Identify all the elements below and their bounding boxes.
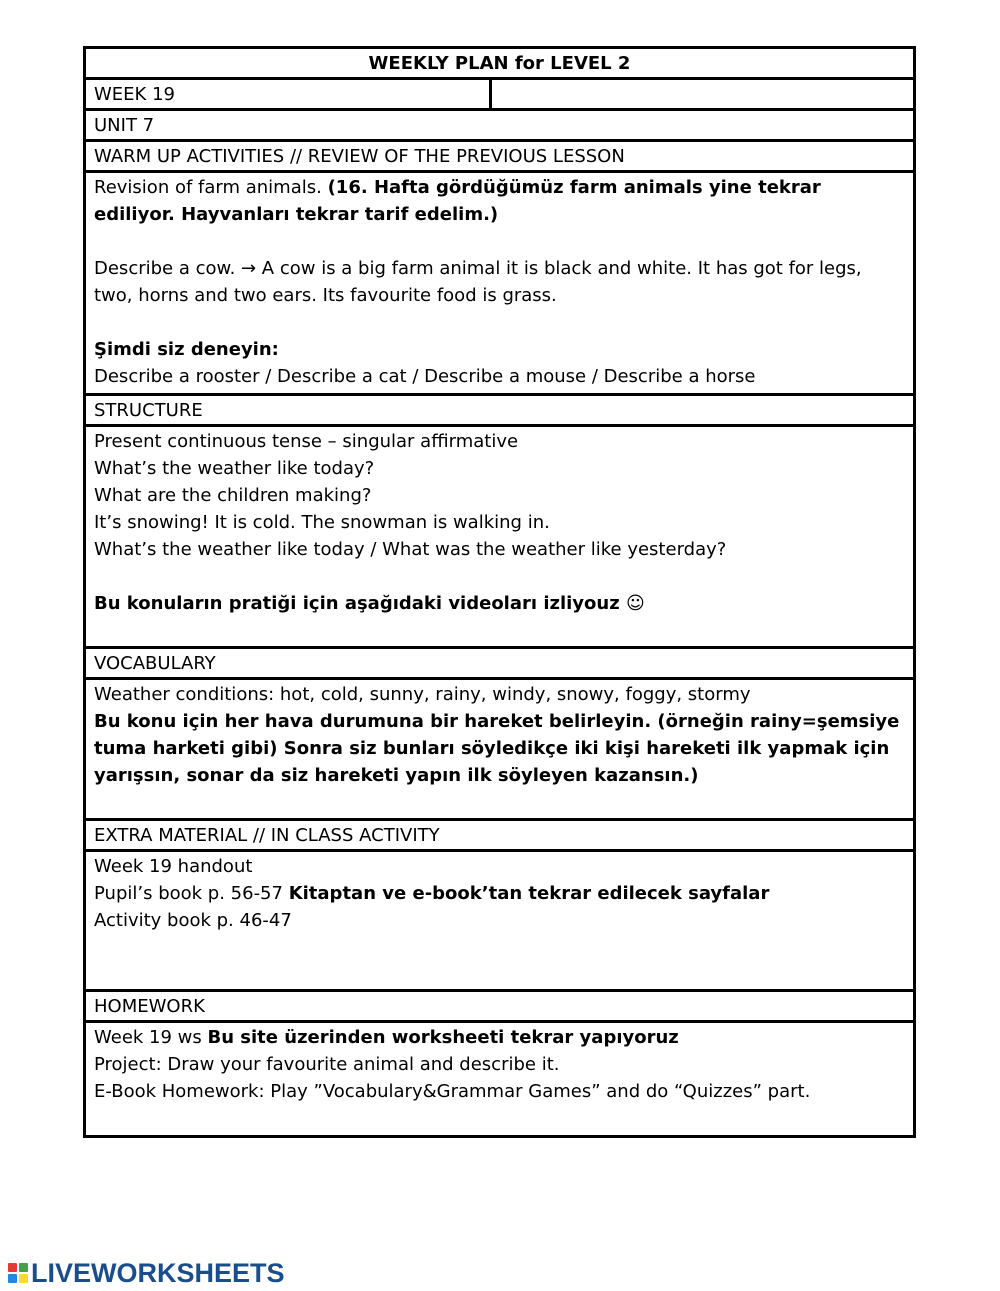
warmup-describe: Describe a cow. → A cow is a big farm animal it is black and white. It has got for legs, two, horns and two ears. Its favourite food is grass. — [94, 258, 862, 306]
extra-activity-book: Activity book p. 46-47 — [94, 910, 292, 931]
warmup-header: WARM UP ACTIVITIES // REVIEW OF THE PREVIOUS LESSON — [86, 142, 913, 173]
structure-header: STRUCTURE — [86, 396, 913, 427]
extra-content — [86, 852, 913, 992]
structure-line: It’s snowing! It is cold. The snowman is walking in. — [94, 512, 550, 533]
plan-title: WEEKLY PLAN for LEVEL 2 — [86, 49, 913, 80]
structure-line: Present continuous tense – singular affirmative — [94, 431, 519, 452]
extra-pupils-note: Kitaptan ve e-book’tan tekrar edilecek sayfalar — [288, 883, 770, 904]
homework-ws — [94, 1024, 905, 1051]
extra-handout: Week 19 handout — [94, 856, 253, 877]
vocabulary-content — [86, 680, 913, 821]
week-row — [86, 80, 913, 111]
structure-line: What’s the weather like today? — [94, 458, 375, 479]
vocabulary-line: Weather conditions: hot, cold, sunny, rainy, windy, snowy, foggy, stormy — [94, 684, 751, 705]
homework-ws-text: Week 19 ws — [94, 1027, 208, 1048]
warmup-revision-note: (16. Hafta gördüğümüz farm animals yine tekrar ediliyor. Hayvanları tekrar tarif edelim.) — [94, 177, 821, 225]
homework-content — [86, 1023, 913, 1135]
vocabulary-header: VOCABULARY — [86, 649, 913, 680]
warmup-revision — [94, 174, 905, 228]
warmup-revision-text: Revision of farm animals. — [94, 177, 328, 198]
liveworksheets-icon — [8, 1263, 28, 1283]
extra-pupils-text: Pupil’s book p. 56-57 — [94, 883, 289, 904]
structure-line: What are the children making? — [94, 485, 372, 506]
weekly-plan-table — [83, 46, 916, 1138]
warmup-try-items: Describe a rooster / Describe a cat / Describe a mouse / Describe a horse — [94, 366, 756, 387]
week-label: WEEK 19 — [86, 80, 492, 108]
vocabulary-note: Bu konu için her hava durumuna bir hareket belirleyin. (örneğin rainy=şemsiye tuma harketi gibi) Sonra siz bunları söyledikçe iki kişi hareketi ilk yapmak için yarışsın, sonar da siz hareketi yapın ilk söyleyen kazansın.) — [94, 711, 900, 786]
structure-content — [86, 427, 913, 649]
homework-header: HOMEWORK — [86, 992, 913, 1023]
structure-line: What’s the weather like today / What was the weather like yesterday? — [94, 539, 727, 560]
liveworksheets-logo[interactable] — [8, 1258, 285, 1288]
warmup-try-label: Şimdi siz deneyin: — [94, 339, 279, 360]
homework-project: Project: Draw your favourite animal and describe it. — [94, 1054, 560, 1075]
homework-ws-note: Bu site üzerinden worksheeti tekrar yapıyoruz — [207, 1027, 679, 1048]
week-empty-cell — [492, 80, 913, 108]
structure-note: Bu konuların pratiği için aşağıdaki videoları izliyouz ☺ — [94, 593, 645, 614]
extra-header: EXTRA MATERIAL // IN CLASS ACTIVITY — [86, 821, 913, 852]
warmup-content — [86, 173, 913, 396]
unit-label: UNIT 7 — [86, 111, 913, 142]
extra-pupils-book — [94, 880, 905, 907]
homework-ebook: E-Book Homework: Play ”Vocabulary&Grammar Games” and do “Quizzes” part. — [94, 1081, 811, 1102]
liveworksheets-logo-text: LIVEWORKSHEETS — [31, 1257, 285, 1288]
